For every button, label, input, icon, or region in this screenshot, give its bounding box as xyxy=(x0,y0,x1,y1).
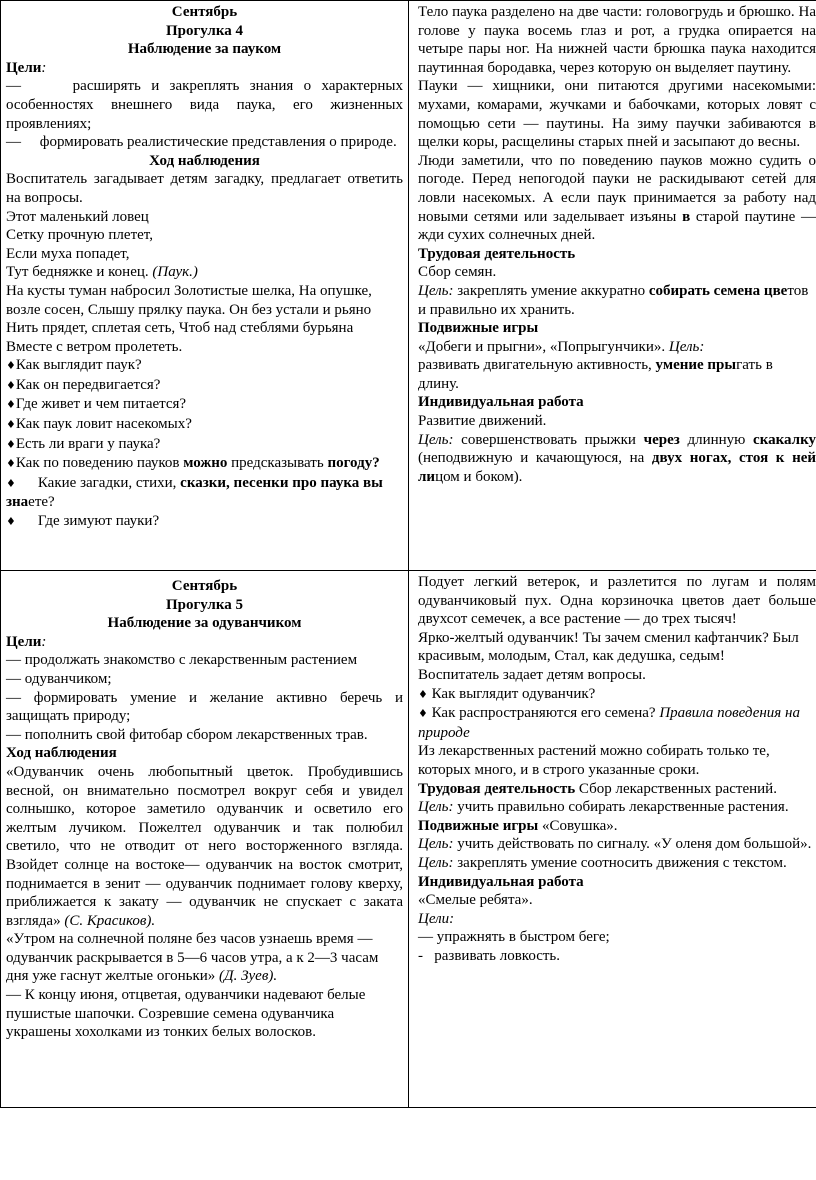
walk-5-number: Прогулка 5 xyxy=(165,596,244,613)
question-item: ♦Как по поведению пауков можно предсказывать погоду? xyxy=(6,455,380,472)
walk-5-goal: — продолжать знакомство с лекарственным растением xyxy=(6,652,358,669)
walk-4-right-cell xyxy=(409,1,816,571)
walk-4-goal: — расширять и закреплять знания о характерных особенностях внешнего вида паука, его жизненных проявлениях; xyxy=(6,78,403,132)
games-text: «Добеги и прыгни», «Попрыгунчики». Цель: xyxy=(418,338,705,355)
diamond-bullet-icon: ♦ xyxy=(6,457,16,471)
walk-5-right-cell xyxy=(409,571,816,1108)
question-item: ♦Как выглядит паук? xyxy=(6,357,142,374)
walk-4-intro: Воспитатель загадывает детям загадку, предлагает ответить на вопросы. xyxy=(6,171,403,206)
walk-5-individual-goals-label: Цели: xyxy=(418,910,455,927)
diamond-bullet-icon: ♦ xyxy=(6,515,16,529)
individual-work-title: Индивидуальная работа xyxy=(418,394,584,411)
individual-work-text: Развитие движений. xyxy=(418,413,547,430)
walk-5-games-goal: Цель: закреплять умение соотносить движения с текстом. xyxy=(418,854,787,871)
diamond-bullet-icon: ♦ xyxy=(6,476,16,490)
diamond-bullet-icon: ♦ xyxy=(6,418,16,432)
individual-work-goal: Цель: совершенствовать прыжки через длинную скакалку (неподвижную и качающуюся, на двух ногах, стоя к ней лицом и боком). xyxy=(418,431,816,485)
walk-5-goal: — пополнить свой фитобар сбором лекарственных трав. xyxy=(6,726,368,743)
diamond-bullet-icon: ♦ xyxy=(418,687,428,701)
labor-title: Трудовая деятельность xyxy=(418,245,576,262)
question-item: ♦Как он передвигается? xyxy=(6,376,161,393)
walk-5-games: Подвижные игры «Совушка». xyxy=(418,817,618,834)
labor-text: Сбор семян. xyxy=(418,264,497,281)
walk-4-month: Сентябрь xyxy=(171,4,238,20)
walk-5-labor-goal: Цель: учить правильно собирать лекарственные растения. xyxy=(418,799,789,816)
question-item: ♦Есть ли враги у паука? xyxy=(6,435,161,452)
question-item: ♦Как паук ловит насекомых? xyxy=(6,416,192,433)
riddle-line: Сетку прочную плетет, xyxy=(6,227,153,244)
spider-body-text: Тело паука разделено на две части: головогрудь и брюшко. На голове у паука восемь глаз и рот, а грудка опирается на четыре пары ног. На нижней части брюшка паука находится паутинная бородавка, через которую он выделяет паутину. xyxy=(418,4,816,76)
games-goal: развивать двигательную активность, умение прыгать в длину. xyxy=(418,357,773,392)
walk-5-games-goal: Цель: учить действовать по сигналу. «У оленя дом большой». xyxy=(418,836,812,853)
walk-5-left-cell xyxy=(1,571,409,1108)
walk-4-topic: Наблюдение за пауком xyxy=(127,41,282,58)
walk-5-individual-title: Индивидуальная работа xyxy=(418,873,584,890)
walk-4-goals-heading: Цели: xyxy=(6,59,47,76)
walk-5-individual-goal: — упражнять в быстром беге; xyxy=(418,929,610,946)
walk-5-individual-text: «Смелые ребята». xyxy=(418,892,533,909)
spider-poem: На кусты туман набросил Золотистые шелка, На опушке, возле сосен, Слышу прялку паука. Он без устали и рьяно Нить прядет, сплетая сеть, Чтоб над стеблями бурьяна Вместе с ветром пролететь. xyxy=(6,282,372,355)
walk-5-individual-goal: - развивать ловкость. xyxy=(418,947,561,964)
question-item: ♦ Как выглядит одуванчик? xyxy=(418,685,596,702)
dandelion-poem: Ярко-желтый одуванчик! Ты зачем сменил кафтанчик? Был красивым, молодым, Стал, как дедушка, седым! xyxy=(418,629,799,665)
walk-4-row xyxy=(1,1,816,571)
dandelion-fluff-text: Подует легкий ветерок, и разлетится по лугам и полям одуванчиковый пух. Одна корзиночка цветов дает больше двухсот семечек, а все растение — до трех тысяч! xyxy=(418,574,816,628)
walk-4-process-title: Ход наблюдения xyxy=(149,152,260,169)
diamond-bullet-icon: ♦ xyxy=(6,378,16,392)
riddle-answer: (Паук.) xyxy=(152,264,198,281)
riddle-line: Этот маленький ловец xyxy=(6,208,149,225)
walk-5-goals-heading: Цели: xyxy=(6,633,47,650)
walk-5-goal: — одуванчиком; xyxy=(6,670,112,687)
question-item: ♦Где живет и чем питается? xyxy=(6,396,187,413)
question-item: ♦ Как распространяются его семена? Правила поведения на природе xyxy=(418,705,800,741)
dandelion-seeds-text: — К концу июня, отцветая, одуванчики надевают белые пушистые шапочки. Созревшие семена одуванчика украшены хохолками из тонких белых волосков. xyxy=(6,987,366,1041)
riddle-line: Тут бедняжке и конец. (Паук.) xyxy=(6,264,198,281)
diamond-bullet-icon: ♦ xyxy=(6,398,16,412)
games-title: Подвижные игры xyxy=(418,320,539,337)
walk-4-left-cell xyxy=(1,1,409,571)
spider-predators-text: Пауки — хищники, они питаются другими насекомыми: мухами, комарами, жучками и бабочками, которых ловят с помощью сети — паутины. На зиму паучки забиваются в щелки коры, расщелины старых пней и засыпают до весны. xyxy=(418,78,816,151)
spider-weather-text: Люди заметили, что по поведению пауков можно судить о погоде. Перед непогодой пауки не раскидывают сетей для ловли насекомых. А если паук принимается за работу над новыми сетями или заделывает изъяны в старой паутине — жди сухих солнечных дней. xyxy=(418,152,816,244)
labor-goal: Цель: закреплять умение аккуратно собирать семена цветов и правильно их хранить. xyxy=(418,282,809,318)
walk-5-process-title: Ход наблюдения xyxy=(6,745,117,762)
walk-5-intro: Воспитатель задает детям вопросы. xyxy=(418,666,646,683)
diamond-bullet-icon: ♦ xyxy=(418,707,428,721)
question-item: ♦ Какие загадки, стихи, сказки, песенки про паука вы знаете? xyxy=(6,474,383,511)
walk-5-goal: — формировать умение и желание активно беречь и защищать природу; xyxy=(6,689,403,725)
question-item: ♦ Где зимуют пауки? xyxy=(6,513,160,530)
walk-4-goal: — формировать реалистические представления о природе. xyxy=(6,134,397,151)
walk-5-row xyxy=(1,571,816,1108)
walk-5-topic: Наблюдение за одуванчиком xyxy=(107,615,302,632)
walk-5-labor: Трудовая деятельность Сбор лекарственных растений. xyxy=(418,780,777,797)
riddle-line: Если муха попадет, xyxy=(6,245,130,262)
walk-5-month: Сентябрь xyxy=(171,578,238,594)
herbs-rule-text: Из лекарственных растений можно собирать только те, которых много, и в строго указанные сроки. xyxy=(418,743,770,778)
dandelion-time-text: «Утром на солнечной поляне без часов узнаешь время — одуванчик раскрывается в 5—6 часов утра, а к 2—3 часам дня уже гаснут желтые огоньки» (Д. Зуев). xyxy=(6,931,379,985)
diamond-bullet-icon: ♦ xyxy=(6,437,16,451)
diamond-bullet-icon: ♦ xyxy=(6,359,16,373)
dandelion-story: «Одуванчик очень любопытный цветок. Пробудившись весной, он внимательно посмотрел вокруг себя и увидел солнышко, которое заметило одуванчик и осветило его желтым лучиком. Пожелтел одуванчик и так полюбил светило, что не отводит от него восторженного взгляда. Взойдет солнце на востоке— одуванчик на восток смотрит, поднимается в зенит — одуванчик поднимает голову кверху, приближается к закату — одуванчик не спускает с заката взгляда» (С. Красиков). xyxy=(6,763,403,929)
walk-4-number: Прогулка 4 xyxy=(165,22,244,39)
